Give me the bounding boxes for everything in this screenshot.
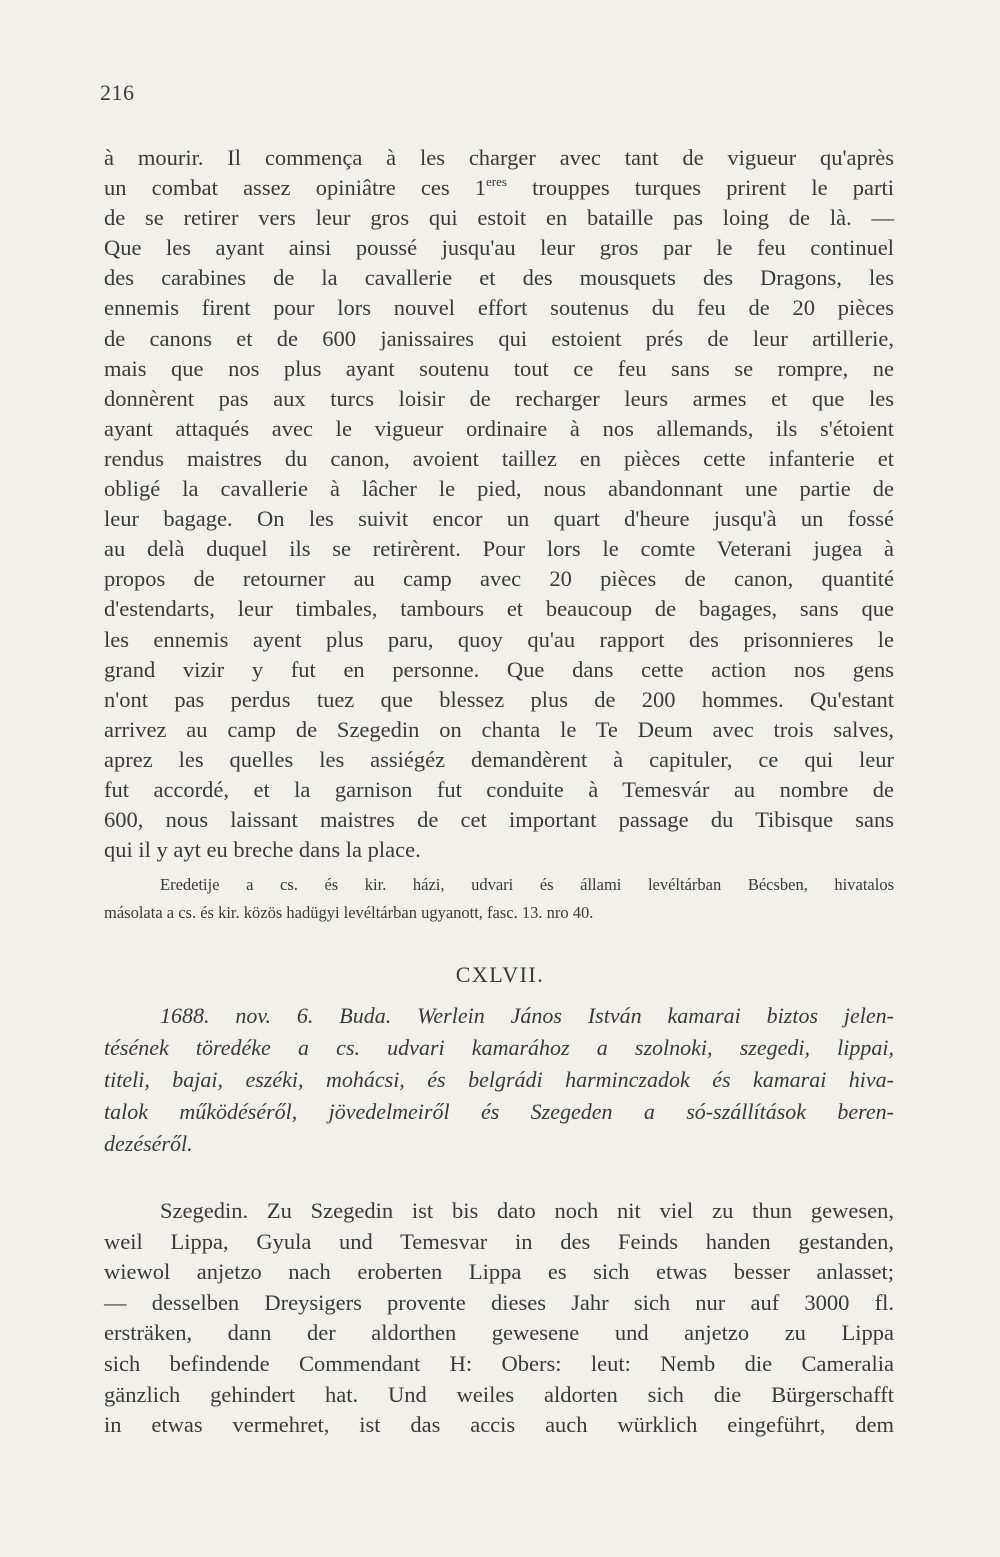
text-line — [104, 173, 894, 203]
text-line: d'estendarts, leur timbales, tambours et beaucoup de bagages, sans que — [104, 596, 894, 622]
text-line: grand vizir y fut en personne. Que dans cette action nos gens — [104, 656, 894, 682]
text-line: au delà duquel ils se retirèrent. Pour lors le comte Veterani jugea à — [104, 536, 894, 562]
text-line: rendus maistres du canon, avoient taillez en pièces cette infanterie et — [104, 445, 894, 471]
source-note-line: Eredetije a cs. és kir. házi, udvari és állami levéltárban Bécsben, hivatalos — [160, 875, 894, 894]
heading-line: dezéséről. — [104, 1131, 193, 1156]
text-line: n'ont pas perdus tuez que blessez plus de 200 hommes. Qu'estant — [104, 686, 894, 712]
line-fragment: trouppes turques prirent le parti — [506, 175, 894, 201]
heading-line: titeli, bajai, eszéki, mohácsi, és belgrádi harminczadok és kamarai hiva- — [104, 1067, 894, 1092]
text-line: propos de retourner au camp avec 20 pièces de canon, quantité — [104, 566, 894, 592]
text-line: gänzlich gehindert hat. Und weiles aldorten sich die Bürgerschafft — [104, 1381, 894, 1407]
text-line: à mourir. Il commença à les charger avec tant de vigueur qu'après — [104, 145, 894, 170]
text-line: 600, nous laissant maistres de cet important passage du Tibisque sans — [104, 807, 894, 833]
text-line: les ennemis ayent plus paru, quoy qu'au rapport des prisonnieres le — [104, 626, 894, 652]
text-line: fut accordé, et la garnison fut conduite à Temesvár au nombre de — [104, 776, 894, 802]
text-line: ennemis firent pour lors nouvel effort soutenus du feu de 20 pièces — [104, 295, 894, 321]
source-note-line: másolata a cs. és kir. közös hadügyi levéltárban ugyanott, fasc. 13. nro 40. — [104, 903, 594, 922]
text-line: ersträken, dann der aldorthen gewesene und anjetzo zu Lippa — [104, 1320, 894, 1346]
text-line: — desselben Dreysigers provente dieses Jahr sich nur auf 3000 fl. — [104, 1289, 894, 1315]
text-line: ayant attaqués avec le vigueur ordinaire à nos allemands, ils s'étoient — [104, 415, 894, 441]
text-line: mais que nos plus ayant soutenu tout ce feu sans se rompre, ne — [104, 355, 894, 381]
text-line: qui il y ayt eu breche dans la place. — [104, 837, 421, 863]
text-line: de canons et de 600 janissaires qui estoient prés de leur artillerie, — [104, 325, 894, 351]
text-line: donnèrent pas aux turcs loisir de recharger leurs armes et que les — [104, 385, 894, 411]
text-line: sich befindende Commendant H: Obers: leut: Nemb die Cameralia — [104, 1350, 894, 1376]
text-line: aprez les quelles les assiégéz demandèrent à capituler, ce qui leur — [104, 746, 894, 772]
text-line: arrivez au camp de Szegedin on chanta le Te Deum avec trois salves, — [104, 716, 894, 742]
heading-line: talok működéséről, jövedelmeiről és Szegeden a só-szállítások beren- — [104, 1099, 894, 1124]
text-line: leur bagage. On les suivit encor un quart d'heure jusqu'à un fossé — [104, 506, 894, 532]
text-line: Que les ayant ainsi poussé jusqu'au leur gros par le feu continuel — [104, 235, 894, 261]
letter-french-text — [104, 143, 894, 865]
document-number: CXLVII. — [455, 962, 545, 987]
text-line: in etwas vermehret, ist das accis auch würklich eingeführt, dem — [104, 1412, 894, 1438]
superscript: eres — [486, 174, 507, 190]
source-note — [104, 871, 894, 927]
document-heading — [104, 1000, 894, 1160]
text-line: obligé la cavallerie à lâcher le pied, nous abandonnant une partie de — [104, 476, 894, 502]
text-line: Szegedin. Zu Szegedin ist bis dato noch nit viel zu thun gewesen, — [160, 1198, 894, 1223]
text-line: des carabines de la cavallerie et des mousquets des Dragons, les — [104, 265, 894, 291]
text-line: de se retirer vers leur gros qui estoit en bataille pas loing de là. — — [104, 205, 894, 231]
heading-line: 1688. nov. 6. Buda. Werlein János István kamarai biztos jelen- — [160, 1003, 894, 1028]
text-line: weil Lippa, Gyula und Temesvar in des Feinds handen gestanden, — [104, 1228, 894, 1254]
heading-line: tésének töredéke a cs. udvari kamarához a szolnoki, szegedi, lippai, — [104, 1035, 894, 1060]
letter-german-text — [104, 1196, 894, 1441]
text-line: wiewol anjetzo nach eroberten Lippa es sich etwas besser anlasset; — [104, 1259, 894, 1285]
page-number: 216 — [100, 80, 135, 105]
line-fragment: un combat assez opiniâtre ces 1 — [104, 175, 487, 201]
